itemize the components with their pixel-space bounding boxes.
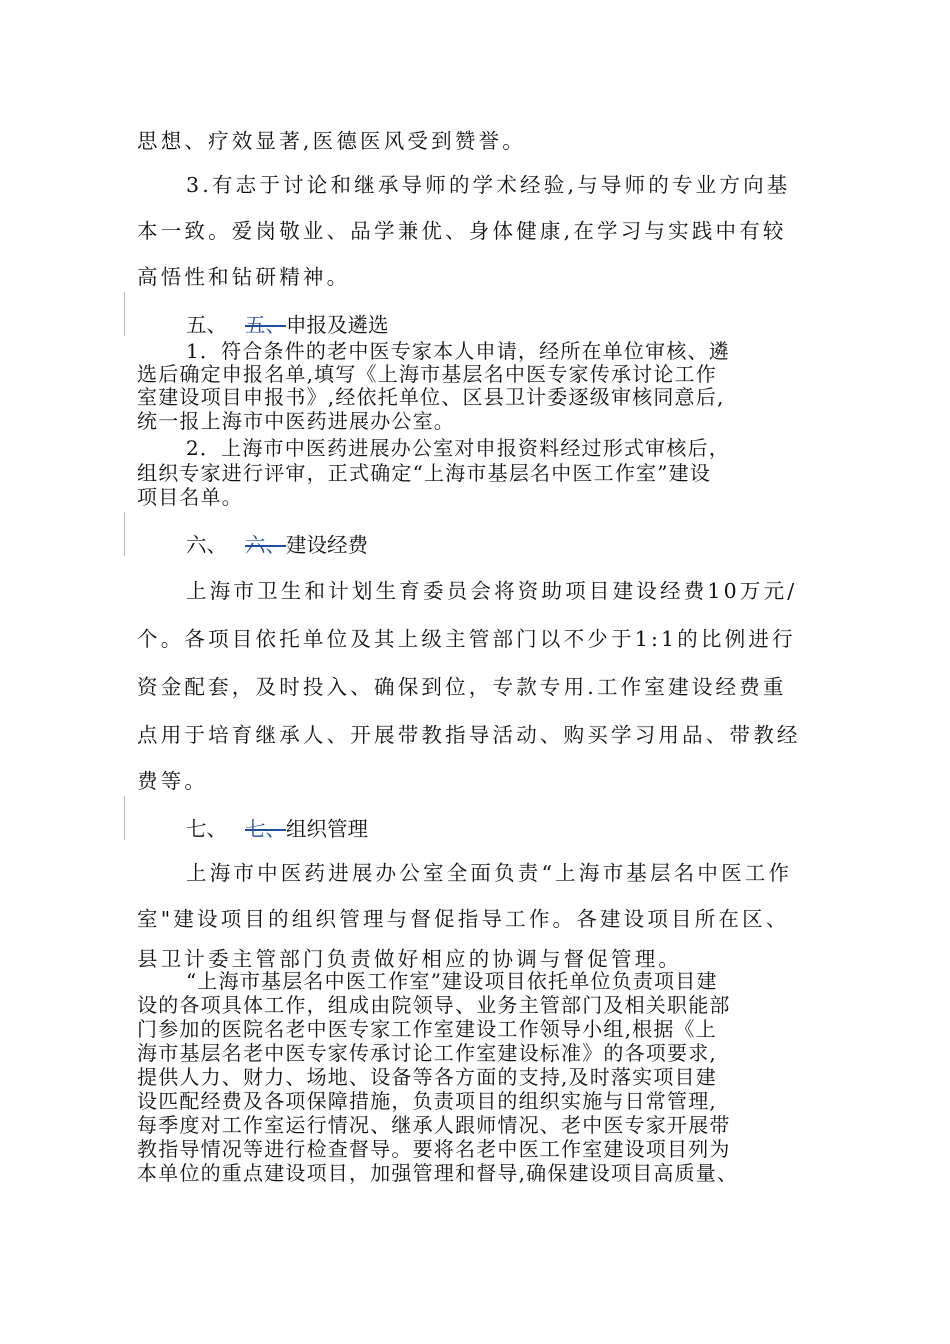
body-text-line: 门参加的医院名老中医专家工作室建设工作领导小组,根据《上: [137, 1017, 717, 1041]
body-text-line: 项目名单。: [137, 485, 243, 509]
body-text-line: 设匹配经费及各项保障措施，负责项目的组织实施与日常管理,: [137, 1089, 717, 1113]
deleted-heading-number: 六、: [245, 533, 286, 557]
body-text-line: 思想、疗效显著,医德医风受到赞誉。: [137, 129, 526, 153]
revision-margin-bar: [124, 292, 125, 336]
body-text-line: 提供人力、财力、场地、设备等各方面的支持,及时落实项目建: [137, 1065, 717, 1089]
body-text-line: 组织专家进行评审，正式确定“上海市基层名中医工作室”建设: [137, 461, 712, 485]
body-text-line: 本单位的重点建设项目，加强管理和督导,确保建设项目高质量、: [137, 1161, 739, 1185]
deleted-heading-number: 五、: [245, 313, 286, 337]
body-text-line: 教指导情况等进行检查督导。要将名老中医工作室建设项目列为: [137, 1137, 731, 1161]
heading-title: 组织管理: [286, 817, 368, 841]
revision-margin-bar: [124, 512, 125, 556]
body-text-line: 上海市中医药进展办公室全面负责“上海市基层名中医工作: [186, 861, 793, 885]
body-text-line: 个。各项目依托单位及其上级主管部门以不少于1:1的比例进行: [137, 627, 796, 651]
body-text-line: 高悟性和钻研精神。: [137, 265, 351, 289]
body-text-line: 室建设项目申报书》,经依托单位、区县卫计委逐级审核同意后,: [137, 385, 725, 409]
body-text-line: “上海市基层名中医工作室”建设项目依托单位负责项目建: [186, 969, 718, 993]
body-text-line: 2．上海市中医药进展办公室对申报资料经过形式审核后，: [186, 436, 730, 460]
body-text-line: 县卫计委主管部门负责做好相应的协调与督促管理。: [137, 947, 683, 971]
heading-number: 五、: [186, 313, 227, 337]
body-text-line: 设的各项具体工作，组成由院领导、业务主管部门及相关职能部: [137, 993, 731, 1017]
heading-title: 申报及遴选: [286, 313, 389, 337]
body-text-line: 海市基层名老中医专家传承讨论工作室建设标准》的各项要求,: [137, 1041, 717, 1065]
heading-title: 建设经费: [286, 533, 368, 557]
body-text-line: 上海市卫生和计划生育委员会将资助项目建设经费10万元/: [186, 579, 798, 603]
body-text-line: 点用于培育继承人、开展带教指导活动、购买学习用品、带教经: [137, 723, 801, 747]
heading-number: 七、: [186, 817, 227, 841]
revision-margin-bar: [124, 796, 125, 840]
body-text-line: 费等。: [137, 769, 209, 793]
body-text-line: 本一致。爱岗敬业、品学兼优、身体健康,在学习与实践中有较: [137, 219, 787, 243]
body-text-line: 室"建设项目的组织管理与督促指导工作。各建设项目所在区、: [137, 907, 790, 931]
body-text-line: 选后确定申报名单,填写《上海市基层名中医专家传承讨论工作: [137, 362, 717, 386]
section-heading-7: [186, 812, 368, 842]
deleted-heading-number: 七、: [245, 817, 286, 841]
body-text-line: 3.有志于讨论和继承导师的学术经验,与导师的专业方向基: [186, 173, 791, 197]
body-text-line: 1．符合条件的老中医专家本人申请，经所在单位审核、遴: [186, 339, 730, 363]
heading-number: 六、: [186, 533, 227, 557]
body-text-line: 每季度对工作室运行情况、继承人跟师情况、老中医专家开展带: [137, 1113, 731, 1137]
section-heading-6: [186, 528, 368, 558]
body-text-line: 资金配套，及时投入、确保到位，专款专用.工作室建设经费重: [137, 675, 787, 699]
section-heading-5: [186, 308, 389, 338]
body-text-line: 统一报上海市中医药进展办公室。: [137, 409, 455, 433]
